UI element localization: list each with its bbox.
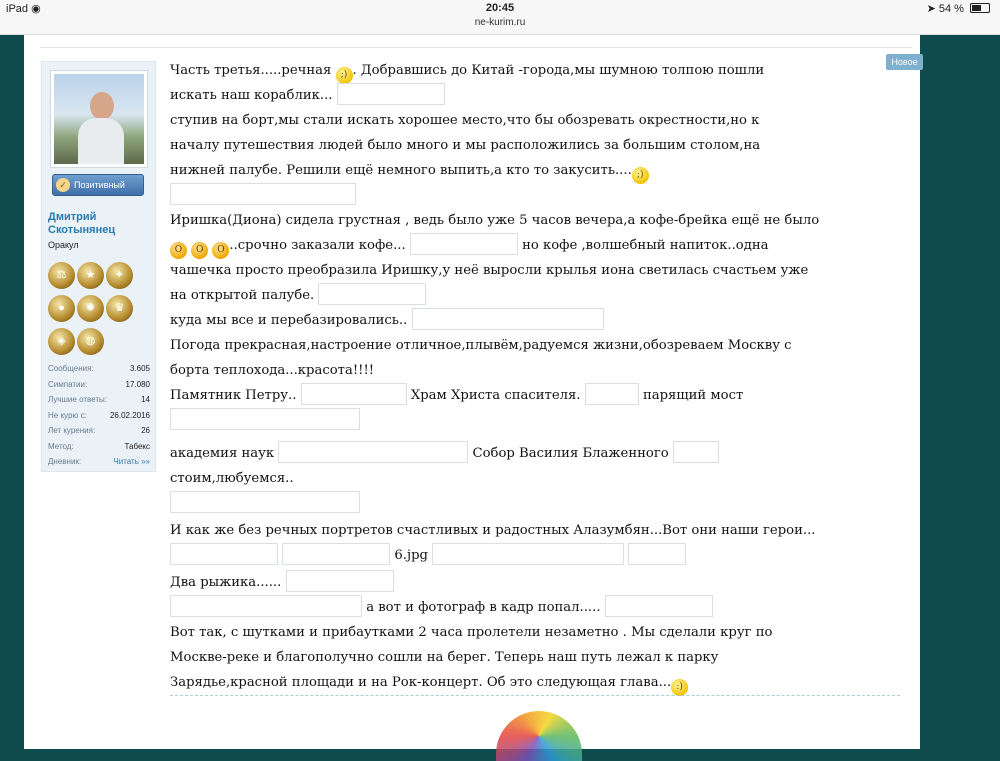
address-bar[interactable]: ne-kurim.ru [474, 17, 526, 28]
battery-icon [970, 3, 990, 13]
image-attachment[interactable] [301, 383, 407, 405]
trophy-scales-icon[interactable]: ⚖ [48, 262, 75, 289]
image-attachment[interactable] [170, 595, 362, 617]
image-attachment[interactable] [337, 83, 445, 105]
battery-percent: 54 % [938, 3, 964, 15]
diary-row: Дневник: Читать »» [48, 454, 150, 470]
stat-row: Симпатии: 17.080 [48, 379, 150, 389]
image-attachment[interactable] [412, 308, 604, 330]
thumbs-up-icon: ✓ [56, 178, 70, 192]
page-side-background [920, 35, 1000, 749]
trophy-shield-icon[interactable]: ◈ [48, 328, 75, 355]
clock: 20:45 [485, 2, 515, 14]
forum-page [24, 35, 920, 749]
stat-row: Метод: Табекс [48, 441, 150, 451]
trophy-globe-icon[interactable]: ◍ [77, 328, 104, 355]
post-divider [170, 695, 900, 696]
image-attachment[interactable] [410, 233, 518, 255]
image-attachment[interactable] [318, 283, 426, 305]
image-attachment[interactable] [170, 408, 360, 430]
trophy-wheel-icon[interactable]: ✺ [77, 295, 104, 322]
status-bar [0, 0, 1000, 35]
trophy-stars-icon[interactable]: ✦ [106, 262, 133, 289]
avatar[interactable] [50, 70, 148, 168]
user-card [41, 61, 156, 472]
user-title: Оракул [48, 240, 79, 250]
shocked-emoji-icon: O [212, 242, 229, 259]
image-attachment[interactable] [278, 441, 468, 463]
trophy-ribbon-icon[interactable]: ♛ [106, 295, 133, 322]
stat-row: Не курю с: 26.02.2016 [48, 410, 150, 420]
image-attachment[interactable] [673, 441, 719, 463]
shocked-emoji-icon: O [170, 242, 187, 259]
image-attachment[interactable] [170, 183, 356, 205]
location-icon: ➤ [926, 3, 936, 15]
image-attachment[interactable] [628, 543, 686, 565]
shocked-emoji-icon: O [191, 242, 208, 259]
new-post-badge: Новое [886, 54, 923, 70]
trophy-medal-icon[interactable]: ★ [77, 262, 104, 289]
stat-row: Сообщения: 3.605 [48, 364, 150, 373]
image-attachment[interactable] [170, 543, 278, 565]
image-attachment[interactable] [170, 491, 360, 513]
wink-emoji-icon: ;) [632, 167, 649, 184]
trophy-badge-icon[interactable]: ● [48, 295, 75, 322]
device-label: iPad ◉ [6, 3, 41, 15]
trophy-list [48, 262, 152, 361]
image-attachment[interactable] [605, 595, 713, 617]
image-attachment[interactable] [432, 543, 624, 565]
post-body: Часть третья.....речная ;) . Добравшись до Китай -города,мы шумною толпою пошли искать наш кораблик... ступив на борт,мы стали искать хорошее место,что бы обозревать окрестности,но к началу путешествия людей было много и мы расположились за большим столом,на нижней палубе. Решили ещё немного выпить,а кто то закусить.... ;) Иришка(Диона) сидела грустная , ведь было уже 5 часов вечера,а кофе-брейка ещё не было O O O ..срочно заказали кофе... но кофе ,волшебный напиток..одна чашечка просто преобразила Иришку,у неё выросли крылья иона светилась счастьем уже на открытой палубе. куда мы все и перебазировались.. Погода прекрасная,настроение отличное,плывём,радуемся жизни,обозреваем Москву с борта теплохода...красота!!!! Памятник Петру.. Храм Христа спасителя. парящий мост академия наук Собор Василия Блаженного стоим,любуемся.. И как же без речных портретов счастливых и радостных Алазумбян...Вот они наши герои... 6.jpg Два рыжика...... а вот и фотограф в кадр попал..... Вот так, с шутками и прибаутками 2 часа пролетели незаметно . Мы сделали круг по Москве-реке и благополучно сошли на берег. Теперь наш путь лежал к парку Зарядье,красной площади и на Рок-концерт. Об это следующая глава... :) [170, 58, 900, 695]
image-attachment[interactable] [286, 570, 394, 592]
footer-logo [496, 711, 582, 761]
user-stats [48, 361, 150, 470]
smile-emoji-icon: :) [671, 679, 688, 696]
wifi-icon: ◉ [31, 3, 41, 15]
diary-link[interactable]: Читать »» [113, 457, 150, 466]
attachment-filename[interactable]: 6.jpg [394, 548, 428, 563]
battery-status [927, 2, 990, 15]
stat-row: Лучшие ответы: 14 [48, 395, 150, 404]
stat-row: Лет курения: 26 [48, 426, 150, 435]
avatar-image [54, 74, 144, 164]
username-link[interactable]: Дмитрий Скотынянец [48, 211, 116, 236]
image-attachment[interactable] [585, 383, 639, 405]
image-attachment[interactable] [282, 543, 390, 565]
divider [40, 47, 912, 48]
wink-emoji-icon: ;) [336, 67, 353, 84]
reputation-badge: ✓ Позитивный [52, 174, 144, 196]
